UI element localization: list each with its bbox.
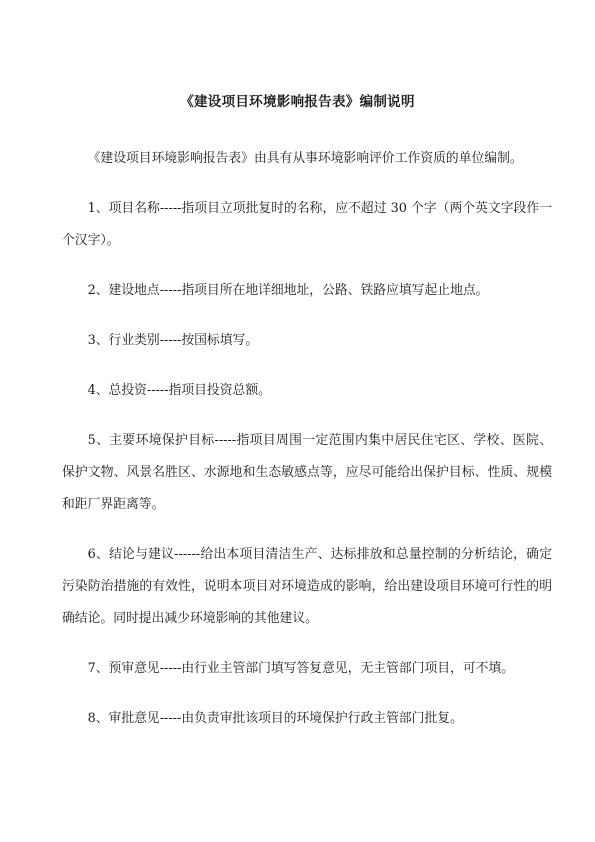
- paragraph-conclusions: 6、结论与建议------给出本项目清洁生产、达标排放和总量控制的分析结论，确定污染防治措施的有效性，说明本项目对环境造成的影响，给出建设项目环境可行性的明确结论。同时提出减少环境影响的其他建议。: [62, 547, 552, 626]
- document-body: [62, 143, 552, 753]
- paragraph-industry-category: 3、行业类别-----按国标填写。: [87, 333, 259, 348]
- paragraph-preliminary-review: 7、预审意见-----由行业主管部门填写答复意见，无主管部门项目，可不填。: [87, 661, 515, 676]
- paragraph-total-investment: 4、总投资-----指项目投资总额。: [87, 383, 271, 398]
- paragraph-construction-site: 2、建设地点-----指项目所在地详细地址，公路、铁路应填写起止地点。: [87, 283, 489, 298]
- paragraph-project-name: 1、项目名称-----指项目立项批复时的名称，应不超过 30 个字（两个英文字段作一个汉字）。: [62, 201, 552, 248]
- document-title: 《建设项目环境影响报告表》编制说明: [180, 94, 415, 110]
- paragraph-approval-opinion: 8、审批意见-----由负责审批该项目的环境保护行政主管部门批复。: [87, 711, 463, 726]
- paragraph-protection-targets: 5、主要环境保护目标-----指项目周围一定范围内集中居民住宅区、学校、医院、保护文物、风景名胜区、水源地和生态敏感点等，应尽可能给出保护目标、性质、规模和距厂界距离等。: [62, 433, 552, 512]
- paragraph-intro: 《建设项目环境影响报告表》由具有从事环境影响评价工作资质的单位编制。: [87, 151, 523, 166]
